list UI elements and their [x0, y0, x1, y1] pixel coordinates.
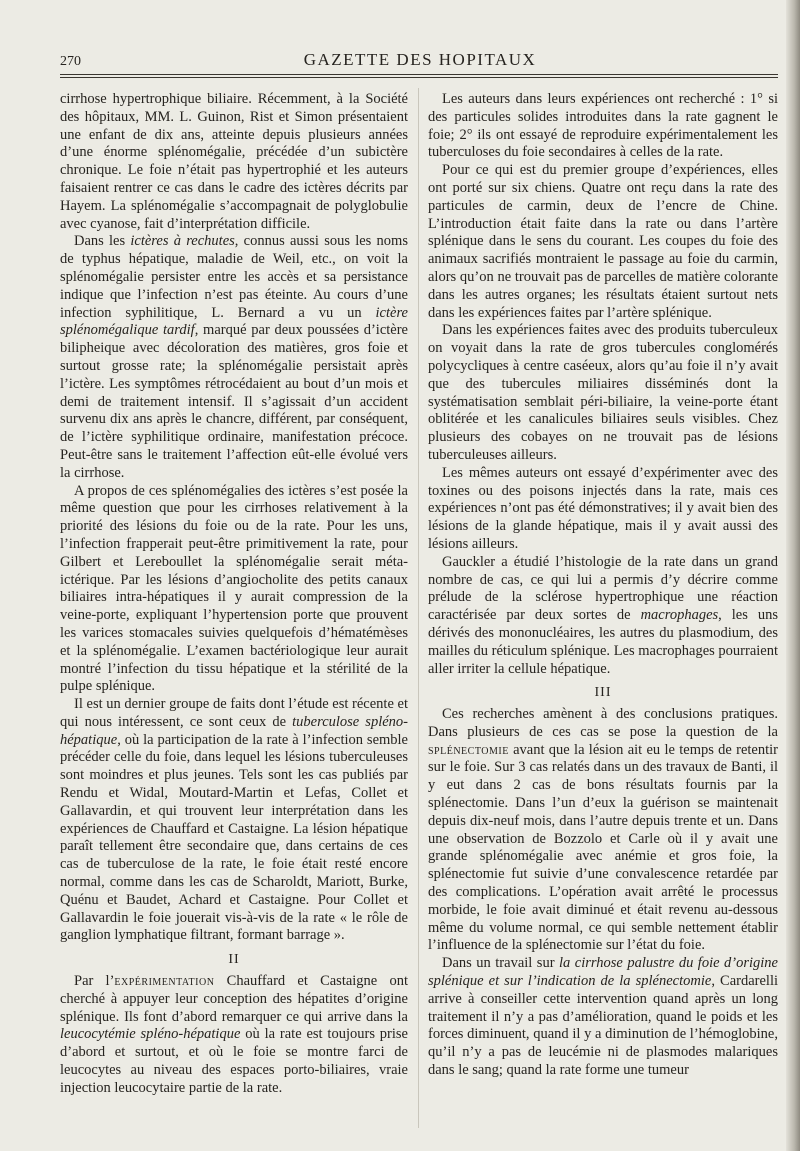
paragraph	[60, 696, 408, 945]
text-run: Gauckler a étudié l’histologie de la rate dans un grand nombre de cas, ce qui lui a permis d’y décrire comme prélude de la sclérose hypertrophique une réaction caractérisée par deux sortes de	[428, 553, 778, 624]
small-caps-term: splénectomie	[428, 741, 509, 758]
page-header	[60, 50, 780, 76]
paragraph	[60, 91, 408, 233]
paragraph	[60, 973, 408, 1098]
text-run: , marqué par deux poussées d’ictère bilipheique avec décoloration des matières, gros foie et surtout grosse rate; la splénomégalie persistait après l’ictère. Les symptômes rétrocédaient au bout d’un mois et demi de traitement intensif. Il s’agissait d’un accident survenu dix ans après le chancre, différent, par conséquent, de l’ictère syphilitique ordinaire, manifestation précoce. Peut-être sans le traitement l’affection eût-elle évolué vers la cirrhose.	[60, 322, 408, 481]
text-run: Dans les expériences faites avec des produits tuberculeux on voyait dans la rate de gros tubercules conglomérés polycycliques à centre caséeux, alors qu’au foie il n’y avait que des tubercules miliaires disséminés dont la systématisation semblait péri-biliaire, la veine-porte étant oblitérée et les canalicules biliaires seuls visibles. Chez plusieurs des cobayes on ne trouvait pas de lésions tuberculeuses ailleurs.	[428, 322, 778, 463]
text-run: Ces recherches amènent à des conclusions pratiques. Dans plusieurs de ces cas se pose la question de la	[428, 706, 778, 740]
text-run: Par l’	[74, 973, 115, 990]
paragraph	[428, 162, 778, 322]
text-run: , connus aussi sous les noms de typhus hépatique, maladie de Weil, etc., on voit la splénomégalie persister entre les accès et sa persistance indique que l’infection n’est pas éteinte. Au cours d’une infection syphilitique, L. Bernard a vu un	[60, 233, 408, 321]
italic-term: tuberculose spléno-hépatique	[60, 713, 408, 748]
text-run: Les mêmes auteurs ont essayé d’expérimenter avec des toxines ou des poisons injectés dans la rate, mais ces expériences n’ont pas été démonstratives; il y avait bien des lésions de la glande hépatique, mais il y avait aussi des lésions ailleurs.	[428, 464, 778, 552]
small-caps-term: expérimentation	[114, 973, 215, 990]
italic-term: la cirrhose palustre du foie d’origine splénique et sur l’indication de la splénectomie	[428, 955, 778, 990]
paragraph	[428, 91, 778, 162]
text-run: Pour ce qui est du premier groupe d’expériences, elles ont porté sur six chiens. Quatre ont reçu dans la rate des particules de carmin, deux de l’encre de Chine. L’introduction était faite dans la rate ou dans l’artère splénique dans le sens du courant. Les coupes du foie des animaux sacrifiés montraient le passage au foie du carmin, alors qu’on ne trouvait pas de parcelles de matière colorante dans les autres organes; les résultats étaient surtout nets dans les expériences faites par l’artère splénique.	[428, 162, 778, 321]
header-rule-top	[60, 74, 778, 75]
paragraph	[428, 706, 778, 955]
text-run: où la rate est toujours prise d’abord et surtout, et où le foie se montre farci de leucocytes au niveau des espaces porto-biliaires, vraie injection leucocytaire partie de la rate.	[60, 1026, 408, 1096]
paragraph	[428, 465, 778, 554]
text-run: Chauffard et Castaigne ont cherché à appuyer leur conception des hépatites d’origine splénique. Ils font d’abord remarquer ce qui arrive dans la	[60, 973, 408, 1025]
text-run: , les uns dérivés des mononucléaires, les autres du plasmodium, des mailles du réticulum splénique. Les macrophages pourraient aller irriter la cellule hépatique.	[428, 607, 779, 677]
italic-term: macrophages	[640, 607, 719, 624]
right-column	[428, 91, 778, 1080]
text-run: , où la participation de la rate à l’infection semble précéder celle du foie, dans lequel les lésions tuberculeuses sont moindres et plus jeunes. Tels sont les cas publiés par Rendu et Widal, Moutard-Martin et Lefas, Collet et Gallavardin, et qui trouvent leur interprétation dans les expériences de Chauffard et Castaigne. La lésion hépatique paraît tellement être secondaire que, dans certains de ces cas de tuberculose de la rate, le foie était resté encore normal, comme dans les cas de Scharoldt, Mariott, Burke, Quénu et Baudet, Achard et Castaigne. Pour Collet et Gallavardin le foie jouerait vis-à-vis de la rate « le rôle de ganglion lymphatique filtrant, formant barrage ».	[60, 731, 408, 944]
italic-term: leucocytémie spléno-hépatique	[60, 1026, 241, 1043]
running-title: GAZETTE DES HOPITAUX	[303, 50, 537, 69]
text-run: avant que la lésion ait eu le temps de retentir sur le foie. Sur 3 cas relatés dans un des travaux de Banti, il y eut dans 2 cas de bons résultats fournis par la splénectomie. Dans l’un d’eux la guérison se maintenait depuis dix-neuf mois, dans l’autre depuis trente et un. Dans une observation de Bozzolo et Carle où il y avait une grande splénomégalie avec anémie et gros foie, la splénectomie fut suivie d’une convalescence retardée par des complications. L’opération avait arrêté le processus morbide, le foie avait diminué et était revenu au-dessous même du volume normal, ce qui semble nettement établir l’influence de la splénectomie sur l’état du foie.	[428, 741, 778, 954]
paragraph	[428, 322, 778, 464]
left-column	[60, 91, 408, 1098]
italic-term: ictère splénomégalique tardif	[60, 304, 408, 339]
page-edge-shadow	[786, 0, 800, 1151]
header-rule-bottom	[60, 77, 778, 78]
page-number: 270	[60, 54, 81, 69]
paragraph	[428, 955, 778, 1080]
column-divider	[418, 88, 419, 1128]
italic-term: ictères à rechutes	[130, 233, 235, 250]
paragraph	[60, 233, 408, 482]
section-heading: II	[228, 952, 240, 968]
paragraph	[60, 483, 408, 697]
text-run: , Cardarelli arrive à conseiller cette intervention quand après un long traitement il n’y a pas d’amélioration, quand le poids et les forces diminuent, quand il y a diminution de l’hémoglobine, qu’il n’y a pas de leucémie ni de plasmodes malariques dans le sang; quand la rate forme une tumeur	[428, 973, 778, 1079]
text-run: Les auteurs dans leurs expériences ont recherché : 1° si des particules solides introduites dans la rate gagnent le foie; 2° ils ont essayé de reproduire expérimentalement les tuberculoses du foie secondaires à celles de la rate.	[428, 91, 778, 161]
section-heading: III	[594, 685, 612, 701]
text-run: Dans un travail sur	[442, 955, 560, 972]
text-run: cirrhose hypertrophique biliaire. Récemment, à la Société des hôpitaux, MM. L. Guinon, Rist et Simon présentaient une enfant de dix ans, atteinte depuis plusieurs années d’une énorme splénomégalie, précédée d’un subictère chronique. Le foie n’était pas hypertrophié et les auteurs faisaient rentrer ce cas dans le cadre des ictères décrits par Hayem. La splénomégalie s’accompagnait de polyglobulie avec cyanose, fait d’interprétation difficile.	[60, 91, 408, 232]
paragraph	[428, 554, 778, 679]
text-run: A propos de ces splénomégalies des ictères s’est posée la même question que pour les cirrhoses relativement à la priorité des lésions du foie ou de la rate. Pour les uns, l’infection frapperait peut-être primitivement la rate, pour Gilbert et Lereboullet la splénomégalie serait méta-ictérique. Par les lésions d’angiocholite des petits canaux biliaires intra-hépatiques il y aurait compression de la veine-porte, expliquant l’hypertension porte que prouvent les varices stomacales suivies quelquefois d’hématémèses et la splénomégalie. L’examen bactériologique leur aurait montré l’infection du tissu hépatique et la stérilité de la pulpe splénique.	[60, 482, 408, 695]
text-run: Il est un dernier groupe de faits dont l’étude est récente et qui nous intéressent, ce sont ceux de	[60, 696, 408, 730]
text-run: Dans les	[74, 233, 131, 250]
